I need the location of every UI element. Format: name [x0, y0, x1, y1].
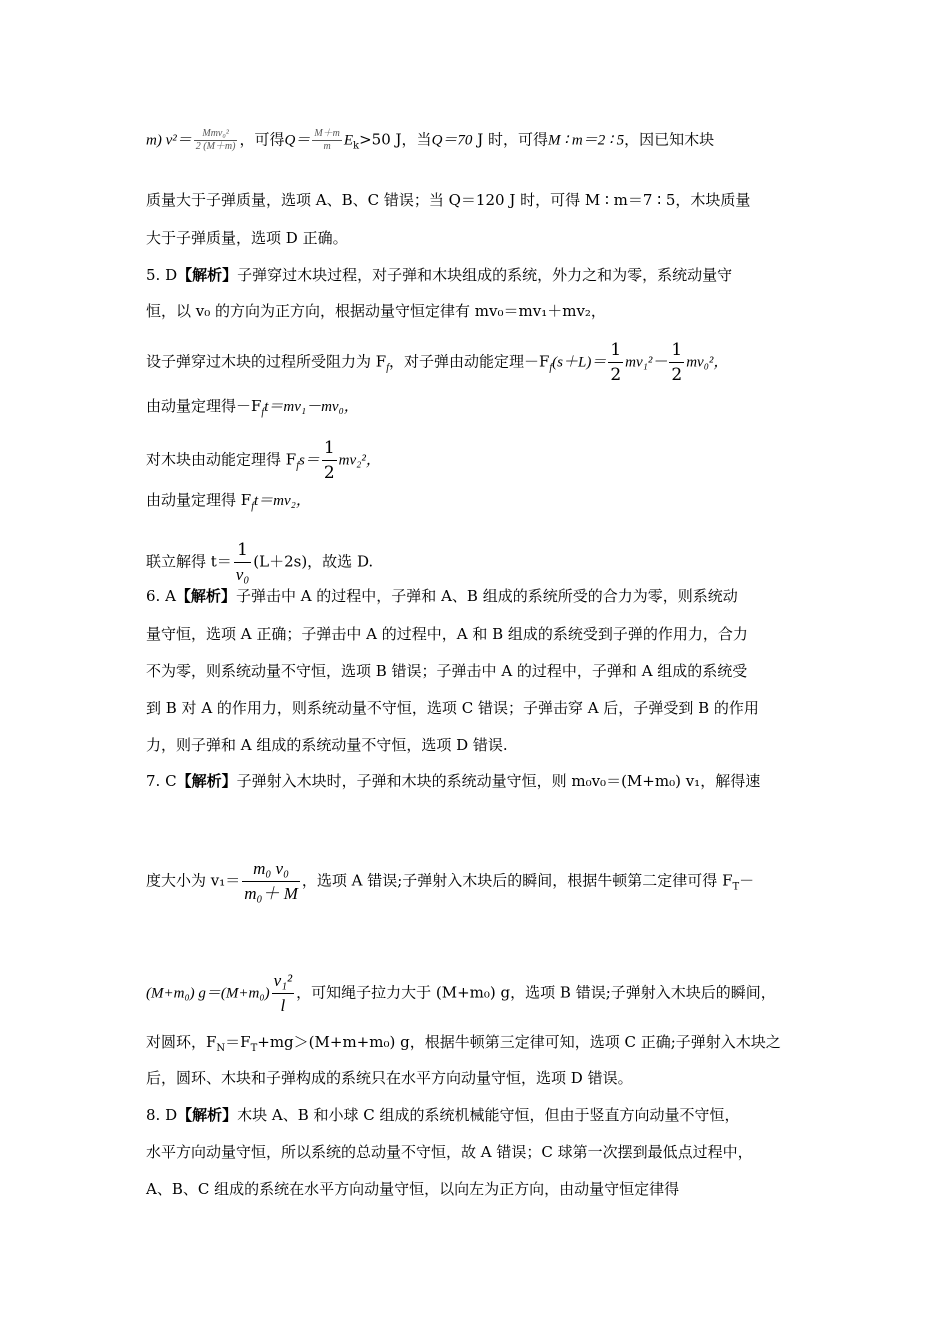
sub: T	[732, 881, 740, 893]
text: 子弹穿过木块过程，对子弹和木块组成的系统，外力之和为零，系统动量守	[237, 266, 733, 284]
text: J 时，可得	[477, 130, 548, 149]
text: 子弹射入木块时，子弹和木块的系统动量守恒，则 m₀v₀＝(M+m₀) v₁，解得速	[236, 772, 761, 790]
sub: f	[296, 460, 299, 472]
frac-num: 1	[234, 538, 251, 563]
frac-num: 1	[669, 338, 684, 363]
q6-line-1	[146, 586, 738, 606]
eq: (s＋L)＝	[552, 354, 607, 371]
eq: t＝mv₁－mv₀，	[264, 399, 359, 415]
text: 联立解得 t＝	[146, 552, 232, 571]
frac-den: 2 (M＋m)	[195, 141, 236, 152]
line-3: 大于子弹质量，选项 D 正确。	[146, 229, 348, 247]
eq-ek: E	[343, 132, 354, 149]
analysis-tag: 【解析】	[177, 266, 238, 284]
line-2: 质量大于子弹质量，选项 A、B、C 错误；当 Q＝120 J 时，可得 M ∶ m＝7 ∶ 5，木块质量	[146, 191, 751, 209]
q7-line-2	[146, 857, 754, 906]
fraction-mass	[312, 128, 342, 153]
eq-ratio: M ∶ m＝2 ∶ 5	[547, 132, 625, 149]
text: 度大小为 v₁＝	[146, 871, 241, 890]
text: 对圆环，F	[146, 1033, 217, 1051]
sub: N	[216, 1043, 226, 1054]
sub: f	[386, 362, 389, 374]
q5-line-6	[146, 490, 311, 511]
fraction-energy	[194, 128, 238, 153]
eq: t＝mv₂，	[253, 493, 311, 509]
sub: f	[251, 501, 254, 512]
frac-num: 1	[322, 436, 337, 461]
q5-line-7	[146, 538, 373, 587]
sub: f	[549, 362, 553, 374]
eq-q70: Q＝70	[431, 132, 473, 149]
fraction-half	[322, 436, 337, 485]
eq-gt: >50 J	[359, 130, 402, 149]
q5-line-5	[146, 436, 381, 485]
text: ，当	[401, 130, 432, 149]
frac-den: m₀＋ M	[244, 884, 298, 903]
q7-line-5: 后，圆环、木块和子弹构成的系统只在水平方向动量守恒，选项 D 错误。	[146, 1069, 633, 1087]
q6-line-3: 不为零，则系统动量不守恒，选项 B 错误；子弹击中 A 的过程中，子弹和 A 组成的系统受	[146, 662, 748, 680]
eq: s＝	[298, 452, 320, 469]
text: 设子弹穿过木块的过程所受阻力为 F	[146, 352, 387, 371]
fraction-inv-v0	[234, 538, 251, 587]
q6-line-2: 量守恒，选项 A 正确；子弹击中 A 的过程中，A 和 B 组成的系统受到子弹的作用力，合力	[146, 625, 748, 643]
analysis-tag: 【解析】	[176, 772, 237, 790]
frac-den: 2	[671, 365, 683, 385]
text: ，选项 A 错误;子弹射入木块后的瞬间，根据牛顿第二定律可得 F	[301, 871, 733, 890]
text: 对木块由动能定理得 F	[146, 450, 297, 469]
q-number: 6. A	[146, 587, 176, 605]
text: ，对子弹由动能定理－F	[388, 352, 550, 371]
text: ＝F	[225, 1033, 251, 1051]
analysis-tag: 【解析】	[177, 1106, 238, 1124]
sub: T	[250, 1043, 258, 1054]
q7-line-3	[146, 969, 776, 1018]
frac-num: M＋m	[314, 128, 340, 139]
fraction-half	[608, 338, 623, 387]
q8-line-3: A、B、C 组成的系统在水平方向动量守恒，以向左为正方向，由动量守恒定律得	[146, 1180, 680, 1198]
eq: mv₀²，	[686, 354, 729, 371]
frac-num: 1	[608, 338, 623, 363]
text: 木块 A、B 和小球 C 组成的系统机械能守恒，但由于竖直方向动量不守恒，	[237, 1106, 740, 1124]
eq: mv₂²，	[338, 452, 381, 469]
q5-line-3	[146, 338, 728, 387]
line-1	[146, 128, 714, 153]
q6-line-5: 力，则子弹和 A 组成的系统动量不守恒，选项 D 错误.	[146, 736, 508, 754]
eq-q: Q＝	[284, 132, 311, 149]
analysis-tag: 【解析】	[175, 587, 236, 605]
text: 由动量定理得 F	[146, 491, 252, 509]
text: ，可知绳子拉力大于 (M+m₀) g，选项 B 错误;子弹射入木块后的瞬间，	[296, 983, 776, 1002]
frac-den: 2	[323, 463, 335, 483]
text: (L＋2s)，故选 D.	[253, 552, 374, 571]
q5-line-2: 恒，以 v₀ 的方向为正方向，根据动量守恒定律有 mv₀＝mv₁＋mv₂，	[146, 302, 606, 320]
frac-den: v₀	[235, 565, 250, 584]
q8-line-2: 水平方向动量守恒，所以系统的总动量不守恒，故 A 错误；C 球第一次摆到最低点过程中，	[146, 1143, 753, 1161]
frac-num: m₀ v₀	[242, 857, 300, 882]
eq: －	[739, 871, 755, 890]
q-number: 5. D	[146, 266, 178, 284]
q8-line-1	[146, 1105, 740, 1125]
q6-line-4: 到 B 对 A 的作用力，则系统动量不守恒，选项 C 错误；子弹击穿 A 后，子弹受到 B 的作用	[146, 699, 759, 717]
fraction-velocity	[242, 857, 300, 906]
q7-line-4	[146, 1032, 781, 1052]
text: 由动量定理得－F	[146, 397, 262, 415]
q5-line-1	[146, 265, 732, 285]
q-number: 8. D	[146, 1106, 178, 1124]
frac-den: l	[280, 996, 286, 1015]
eq-lead: m) v²＝	[146, 132, 192, 149]
fraction-half	[669, 338, 684, 387]
q-number: 7. C	[146, 772, 177, 790]
fraction-centripetal	[272, 969, 295, 1018]
frac-num: v₁²	[272, 969, 295, 994]
text: +mg＞(M+m+m₀) g，根据牛顿第三定律可知，选项 C 正确;子弹射入木块之	[257, 1033, 781, 1051]
eq: mv₁²－	[625, 354, 668, 371]
frac-den: 2	[610, 365, 622, 385]
sub: f	[261, 407, 265, 418]
sub: k	[353, 140, 360, 152]
eq: (M+m₀) g＝(M+m₀)	[146, 985, 270, 1002]
q5-line-4	[146, 396, 359, 417]
text: 子弹击中 A 的过程中，子弹和 A、B 组成的系统所受的合力为零，则系统动	[235, 587, 738, 605]
frac-den: m	[323, 141, 331, 152]
text: ，因已知木块	[624, 130, 715, 149]
q7-line-1	[146, 771, 760, 791]
frac-num: Mmv₀²	[194, 128, 238, 141]
text: ，可得	[239, 130, 285, 149]
